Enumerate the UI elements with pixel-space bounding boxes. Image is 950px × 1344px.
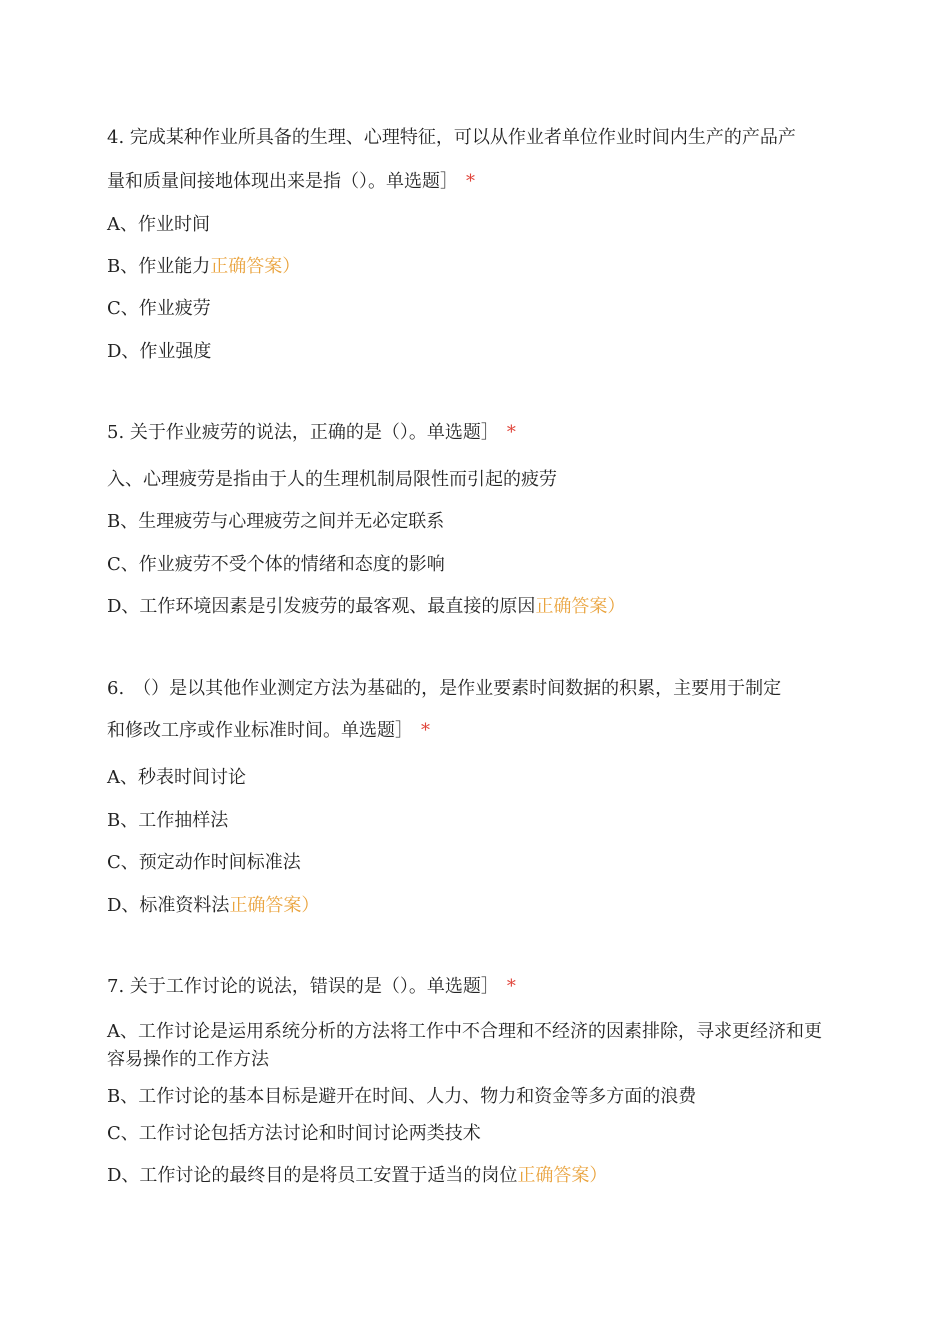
question-5-title-text: 5. 关于作业疲劳的说法，正确的是（）。单选题］ xyxy=(107,422,499,443)
option-text: D、工作环境因素是引发疲劳的最客观、最直接的原因 xyxy=(107,596,536,617)
question-7-option-c[interactable] xyxy=(107,1118,850,1150)
required-star: * xyxy=(421,720,430,741)
option-text: C、作业疲劳 xyxy=(107,298,211,319)
option-text: 入、心理疲劳是指由于人的生理机制局限性而引起的疲劳 xyxy=(107,469,557,490)
question-4-title-text: 量和质量间接地体现出来是指（）。单选题］ xyxy=(107,171,458,192)
option-text: B、工作讨论的基本目标是避开在时间、人力、物力和资金等多方面的浪费 xyxy=(107,1086,697,1107)
question-5-option-d[interactable] xyxy=(107,591,850,623)
correct-answer-marker: 正确答案） xyxy=(535,596,626,617)
question-5-option-a[interactable] xyxy=(107,464,850,496)
required-star: * xyxy=(466,171,475,192)
question-6-title-line2 xyxy=(107,715,850,747)
question-4-title-line1: 4. 完成某种作业所具备的生理、心理特征，可以从作业者单位作业时间内生产的产品产 xyxy=(107,127,796,148)
option-text: A、作业时间 xyxy=(107,214,210,235)
question-6-option-b[interactable] xyxy=(107,805,850,837)
option-text: A、秒表时间讨论 xyxy=(107,767,246,788)
question-5-option-c[interactable] xyxy=(107,549,850,581)
correct-answer-marker: 正确答案） xyxy=(517,1165,608,1186)
option-text: C、预定动作时间标准法 xyxy=(107,852,301,873)
question-4-option-d[interactable] xyxy=(107,336,850,368)
question-5-title xyxy=(107,417,850,449)
correct-answer-marker: 正确答案） xyxy=(210,256,301,277)
question-4-option-a[interactable] xyxy=(107,209,850,241)
question-7-option-b[interactable] xyxy=(107,1081,850,1113)
question-6-option-c[interactable] xyxy=(107,847,850,879)
option-text: B、生理疲劳与心理疲劳之间并无必定联系 xyxy=(107,511,445,532)
option-text: B、作业能力 xyxy=(107,256,211,277)
required-star: * xyxy=(506,976,516,997)
question-6-title-line1: 6. （）是以其他作业测定方法为基础的，是作业要素时间数据的积累，主要用于制定 xyxy=(107,678,782,699)
question-7-option-a[interactable] xyxy=(107,1018,832,1074)
question-6-title-text: 和修改工序或作业标准时间。单选题］ xyxy=(107,720,413,741)
question-4-title-line2 xyxy=(107,166,850,198)
option-text: D、标准资料法 xyxy=(107,895,230,916)
question-6-option-d[interactable] xyxy=(107,890,850,922)
correct-answer-marker: 正确答案） xyxy=(229,895,320,916)
question-4-option-c[interactable] xyxy=(107,293,850,325)
question-5-option-b[interactable] xyxy=(107,506,850,538)
option-text: C、作业疲劳不受个体的情绪和态度的影响 xyxy=(107,554,445,575)
option-text: D、工作讨论的最终目的是将员工安置于适当的岗位 xyxy=(107,1165,518,1186)
question-7-title xyxy=(107,971,850,1003)
option-text: A、工作讨论是运用系统分析的方法将工作中不合理和不经济的因素排除，寻求更经济和更容易操作的工作方法 xyxy=(107,1021,822,1070)
option-text: C、工作讨论包括方法讨论和时间讨论两类技术 xyxy=(107,1123,481,1144)
required-star: * xyxy=(506,422,516,443)
question-7-option-d[interactable] xyxy=(107,1160,850,1192)
question-6-option-a[interactable] xyxy=(107,762,850,794)
question-4-option-b[interactable] xyxy=(107,251,850,283)
option-text: B、工作抽样法 xyxy=(107,810,229,831)
option-text: D、作业强度 xyxy=(107,341,212,362)
question-7-title-text: 7. 关于工作讨论的说法，错误的是（）。单选题］ xyxy=(107,976,499,997)
